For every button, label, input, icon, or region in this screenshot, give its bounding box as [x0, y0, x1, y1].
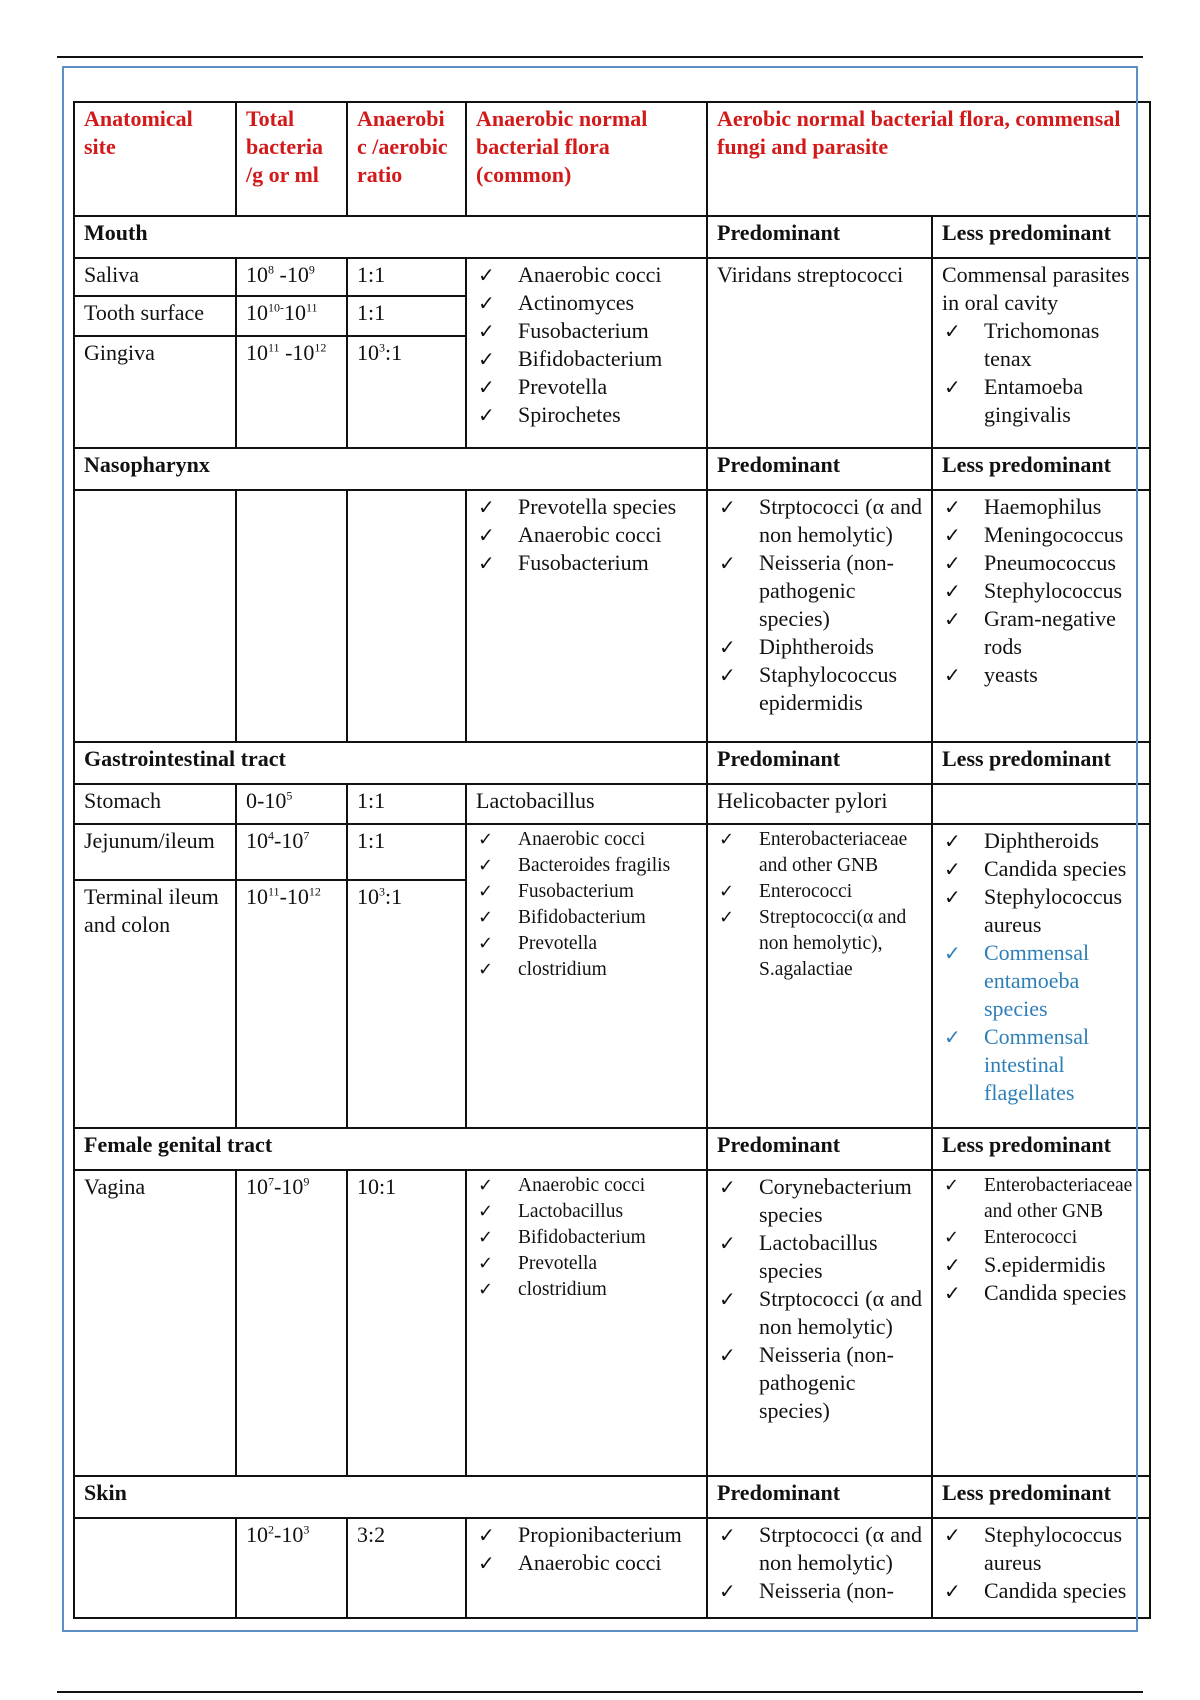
site-cell: Saliva [74, 258, 236, 296]
anaerobic-cell: Lactobacillus [466, 784, 707, 824]
list-item: ✓ Gram-negative rods [942, 605, 1140, 661]
list-item: ✓ Bacteroides fragilis [476, 853, 697, 879]
ratio-cell [347, 490, 466, 742]
total-cell: $10^2-10^3$ [236, 1518, 347, 1618]
header-total-bacteria: Total bacteria /g or ml [236, 102, 347, 216]
list-item: ✓ Spirochetes [476, 401, 697, 429]
top-rule [57, 56, 1143, 58]
list-item: ✓ Anaerobic cocci [476, 1173, 697, 1199]
less-predominant-label: Less predominant [932, 742, 1150, 784]
section-title: Gastrointestinal tract [74, 742, 707, 784]
predominant-cell [707, 824, 932, 1128]
site-cell: Tooth surface [74, 296, 236, 336]
list-item: ✓ Prevotella [476, 1251, 697, 1277]
less-predominant-cell [932, 258, 1150, 448]
predominant-label: Predominant [707, 448, 932, 490]
less-predominant-cell [932, 824, 1150, 1128]
section-row-mouth [74, 216, 1150, 258]
section-title: Skin [74, 1476, 707, 1518]
list-item: ✓ Entamoeba gingivalis [942, 373, 1140, 429]
table-row [74, 824, 1150, 880]
anaerobic-cell [466, 824, 707, 1128]
less-predominant-label: Less predominant [932, 216, 1150, 258]
list-item: ✓ Strptococci (α and non hemolytic) [717, 1285, 922, 1341]
ratio-cell: $10^3:1$ [347, 336, 466, 448]
site-cell: Vagina [74, 1170, 236, 1476]
anaerobic-cell [466, 490, 707, 742]
list-item: ✓ Stephylococcus aureus [942, 1521, 1140, 1577]
list-item: ✓ Prevotella species [476, 493, 697, 521]
list-item: ✓ Staphylococcus epidermidis [717, 661, 922, 717]
total-cell: $10^{10-}10^{11}$ [236, 296, 347, 336]
predominant-cell: Viridans streptococci [707, 258, 932, 448]
list-item: ✓ Strptococci (α and non hemolytic) [717, 1521, 922, 1577]
header-ratio: Anaerobi c /aerobic ratio [347, 102, 466, 216]
list-item: ✓ Diphtheroids [942, 827, 1140, 855]
predominant-cell: Helicobacter pylori [707, 784, 932, 824]
table-row [74, 258, 1150, 296]
site-cell [74, 1518, 236, 1618]
list-item: ✓ Commensal entamoeba species [942, 939, 1140, 1023]
list-item: ✓ Neisseria (non-pathogenic species) [717, 549, 922, 633]
list-item: ✓ Enterococci [942, 1225, 1140, 1251]
list-item: ✓ Corynebacterium species [717, 1173, 922, 1229]
less-predominant-label: Less predominant [932, 1128, 1150, 1170]
list-item: ✓ Neisseria (non- [717, 1577, 922, 1605]
list-item: ✓ Bifidobacterium [476, 905, 697, 931]
anaerobic-cell [466, 258, 707, 448]
ratio-cell: 1:1 [347, 258, 466, 296]
predominant-cell [707, 1170, 932, 1476]
list-item: ✓ Lactobacillus [476, 1199, 697, 1225]
less-predominant-cell [932, 1518, 1150, 1618]
table-row [74, 784, 1150, 824]
list-item: ✓ Anaerobic cocci [476, 521, 697, 549]
list-item: ✓ Stephylococcus [942, 577, 1140, 605]
list-item: ✓ Strptococci (α and non hemolytic) [717, 493, 922, 549]
ratio-cell: 3:2 [347, 1518, 466, 1618]
normal-flora-table [73, 101, 1151, 1619]
ratio-cell: $10^3:1$ [347, 880, 466, 1128]
predominant-cell [707, 490, 932, 742]
header-anaerobic-flora: Anaerobic normal bacterial flora (common) [466, 102, 707, 216]
section-row-gi [74, 742, 1150, 784]
ratio-cell: 1:1 [347, 824, 466, 880]
header-aerobic-flora: Aerobic normal bacterial flora, commensal fungi and parasite [707, 102, 1150, 216]
total-cell: $10^8$ $-10^9$ [236, 258, 347, 296]
site-cell: Gingiva [74, 336, 236, 448]
total-cell: $0-10^5$ [236, 784, 347, 824]
list-item: ✓ Fusobacterium [476, 879, 697, 905]
predominant-label: Predominant [707, 1476, 932, 1518]
site-cell [74, 490, 236, 742]
list-item: ✓ Enterococci [717, 879, 922, 905]
section-title: Female genital tract [74, 1128, 707, 1170]
list-item: ✓ Fusobacterium [476, 317, 697, 345]
section-title: Mouth [74, 216, 707, 258]
predominant-label: Predominant [707, 1128, 932, 1170]
section-row-female-genital [74, 1128, 1150, 1170]
site-cell: Terminal ileum and colon [74, 880, 236, 1128]
predominant-label: Predominant [707, 216, 932, 258]
less-predominant-label: Less predominant [932, 448, 1150, 490]
list-item: ✓ Diphtheroids [717, 633, 922, 661]
list-item: ✓ Haemophilus [942, 493, 1140, 521]
anaerobic-cell [466, 1170, 707, 1476]
list-item: ✓ Propionibacterium [476, 1521, 697, 1549]
section-row-nasopharynx [74, 448, 1150, 490]
less-predominant-cell [932, 784, 1150, 824]
bottom-rule [57, 1691, 1143, 1693]
list-item: ✓ clostridium [476, 957, 697, 983]
total-cell: $10^7-10^9$ [236, 1170, 347, 1476]
table-row [74, 1518, 1150, 1618]
site-cell: Jejunum/ileum [74, 824, 236, 880]
list-item: ✓ Enterobacteriaceae and other GNB [717, 827, 922, 879]
anaerobic-cell [466, 1518, 707, 1618]
list-item: ✓ Prevotella [476, 931, 697, 957]
ratio-cell: 10:1 [347, 1170, 466, 1476]
predominant-label: Predominant [707, 742, 932, 784]
ratio-cell: 1:1 [347, 784, 466, 824]
site-cell: Stomach [74, 784, 236, 824]
list-item: ✓ Candida species [942, 1279, 1140, 1307]
list-item: ✓ Candida species [942, 1577, 1140, 1605]
list-item: ✓ Fusobacterium [476, 549, 697, 577]
list-item: ✓ S.epidermidis [942, 1251, 1140, 1279]
header-anatomical-site: Anatomical site [74, 102, 236, 216]
less-predominant-cell [932, 490, 1150, 742]
list-item: ✓ Anaerobic cocci [476, 261, 697, 289]
list-item: ✓ Pneumococcus [942, 549, 1140, 577]
less-predominant-cell [932, 1170, 1150, 1476]
list-item: ✓ Neisseria (non-pathogenic species) [717, 1341, 922, 1425]
list-item: ✓ yeasts [942, 661, 1140, 689]
total-cell: $10^{11}$ $-10^{12}$ [236, 336, 347, 448]
list-item: ✓ Bifidobacterium [476, 345, 697, 373]
less-predominant-label: Less predominant [932, 1476, 1150, 1518]
list-item: ✓ Candida species [942, 855, 1140, 883]
list-item: ✓ Meningococcus [942, 521, 1140, 549]
table-header-row [74, 102, 1150, 216]
section-row-skin [74, 1476, 1150, 1518]
list-item: ✓ Bifidobacterium [476, 1225, 697, 1251]
less-intro: Commensal parasites in oral cavity [942, 262, 1130, 315]
list-item: ✓ Enterobacteriaceae and other GNB [942, 1173, 1140, 1225]
list-item: ✓ Lactobacillus species [717, 1229, 922, 1285]
total-cell: $10^4-10^7$ [236, 824, 347, 880]
total-cell [236, 490, 347, 742]
list-item: ✓ Actinomyces [476, 289, 697, 317]
list-item: ✓ Streptococci(α and non hemolytic), S.agalactiae [717, 905, 922, 983]
table-row [74, 490, 1150, 742]
list-item: ✓ Anaerobic cocci [476, 827, 697, 853]
list-item: ✓ Anaerobic cocci [476, 1549, 697, 1577]
list-item: ✓ Commensal intestinal flagellates [942, 1023, 1140, 1107]
section-title: Nasopharynx [74, 448, 707, 490]
ratio-cell: 1:1 [347, 296, 466, 336]
list-item: ✓ Trichomonas tenax [942, 317, 1140, 373]
list-item: ✓ clostridium [476, 1277, 697, 1303]
predominant-cell [707, 1518, 932, 1618]
total-cell: $10^{11}-10^{12}$ [236, 880, 347, 1128]
list-item: ✓ Prevotella [476, 373, 697, 401]
list-item: ✓ Stephylococcus aureus [942, 883, 1140, 939]
table-row [74, 1170, 1150, 1476]
